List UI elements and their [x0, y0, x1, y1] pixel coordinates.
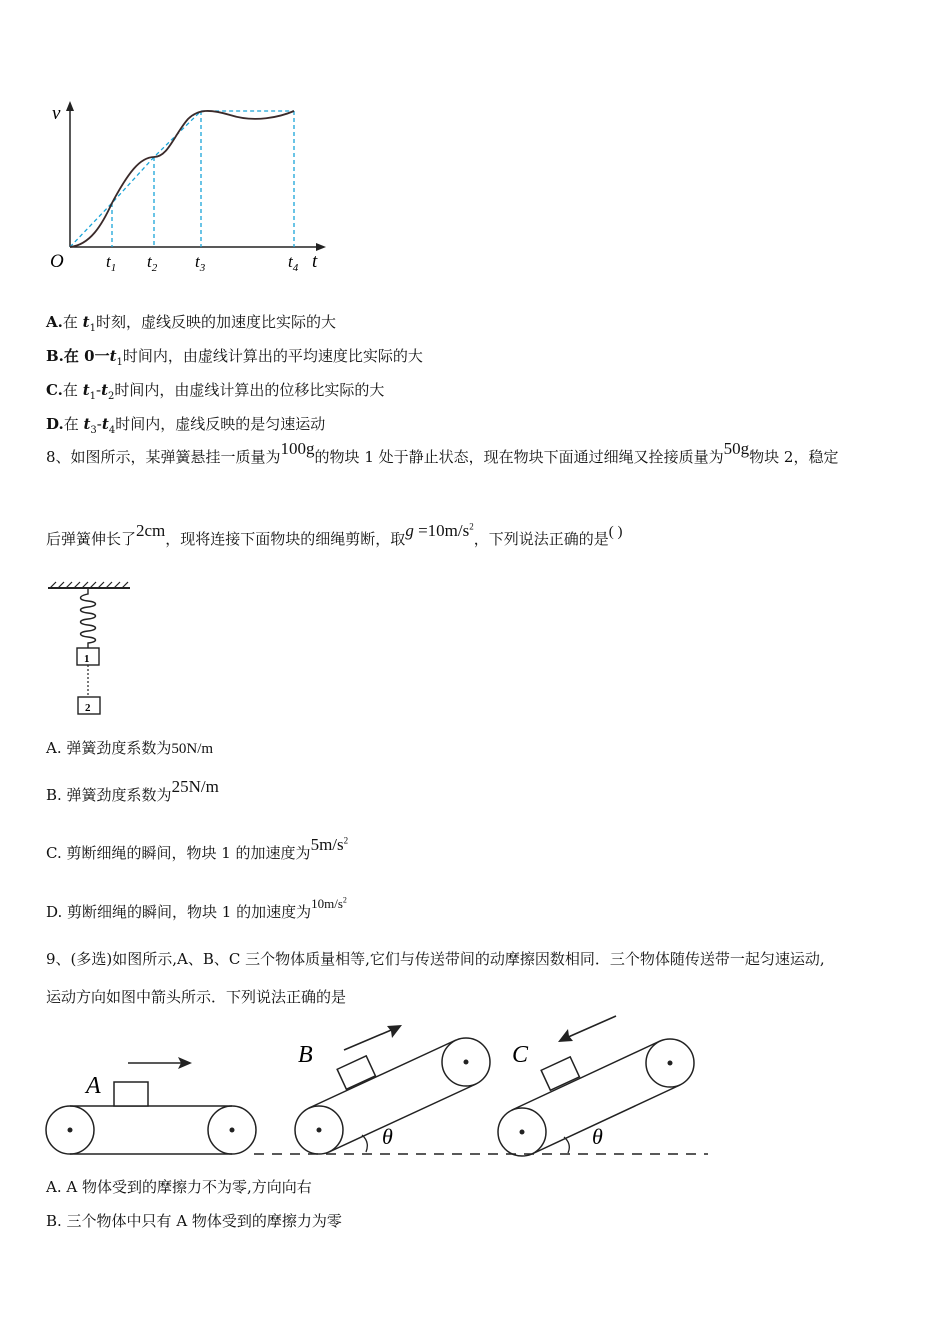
q9-option-a: A. A 物体受到的摩擦力不为零,方向向右	[46, 1178, 312, 1196]
t4-label: $t_4$	[288, 252, 299, 274]
v-label: v	[52, 103, 61, 124]
belt-a	[46, 1106, 256, 1154]
arrow-a	[128, 1057, 192, 1069]
origin-label: O	[50, 251, 64, 272]
dashed-approximation	[70, 111, 294, 247]
label-b: B	[298, 1042, 313, 1068]
spring	[81, 588, 96, 648]
q8-stem-line2: 后弹簧伸长了2cm，现将连接下面物块的细绳剪断，取$g =10m/s^2$，下列说法正确的是( )	[46, 521, 623, 548]
angle-arc-b	[362, 1135, 367, 1152]
q9-option-b: B. 三个物体中只有 A 物体受到的摩擦力为零	[46, 1212, 342, 1230]
t-axis-arrow	[316, 243, 326, 251]
q8-option-b: B. 弹簧劲度系数为25N/m	[46, 777, 219, 804]
actual-curve	[70, 111, 294, 247]
q9-stem-line2: 运动方向如图中箭头所示．下列说法正确的是	[46, 988, 347, 1006]
q8-option-d: D. 剪断细绳的瞬间，物块 1 的加速度为$10m/s^2$	[46, 895, 347, 921]
arrow-b	[344, 1025, 402, 1050]
q8-option-c: C. 剪断细绳的瞬间，物块 1 的加速度为$5m/s^2$	[46, 835, 349, 862]
block-1-label: 1	[84, 653, 90, 665]
t1-label: $t_1$	[106, 252, 117, 274]
q8-stem-line1: 8、如图所示，某弹簧悬挂一质量为100g的物块 1 处于静止状态，现在物块下面通过细绳又拴接质量为50g物块 2，稳定	[46, 439, 839, 466]
label-c: C	[512, 1042, 529, 1068]
theta-c: θ	[592, 1124, 603, 1149]
theta-b: θ	[382, 1124, 393, 1149]
q7-option-a: A.在 $t_1$时刻，虚线反映的加速度比实际的大	[46, 313, 336, 334]
conveyor-figure	[40, 1010, 720, 1170]
t-label: t	[312, 251, 318, 272]
label-a: A	[86, 1073, 101, 1099]
t2-label: $t_2$	[147, 252, 158, 274]
block-b	[337, 1056, 375, 1089]
arrow-c	[558, 1016, 616, 1042]
v-axis-arrow	[66, 101, 74, 111]
q7-option-d: D.在 $t_3-t_4$时间内，虚线反映的是匀速运动	[46, 415, 326, 436]
q9-stem-line1: 9、(多选)如图所示,A、B、C 三个物体质量相等,它们与传送带间的动摩擦因数相同．三个物体随传送带一起匀速运动,	[46, 950, 825, 968]
block-c	[541, 1057, 579, 1090]
block-2-label: 2	[85, 702, 91, 714]
spring-figure	[44, 580, 139, 720]
t3-label: $t_3$	[195, 252, 206, 274]
q8-option-a: A. 弹簧劲度系数为50N/m	[46, 739, 214, 757]
q7-option-b: B.在 0一$t_1$时间内，由虚线计算出的平均速度比实际的大	[46, 347, 423, 368]
vt-graph	[40, 95, 340, 280]
block-a	[114, 1082, 148, 1106]
q7-option-c: C.在 $t_1-t_2$时间内，由虚线计算出的位移比实际的大	[46, 381, 385, 402]
